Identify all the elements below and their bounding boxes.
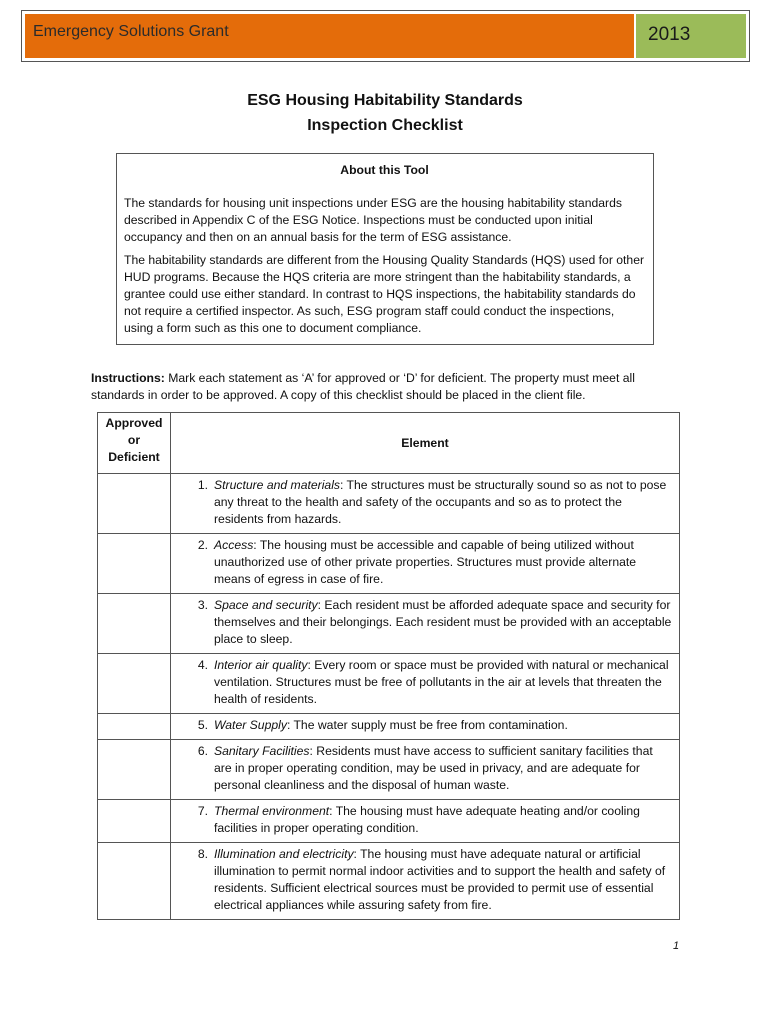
status-cell[interactable] xyxy=(98,740,171,800)
status-cell[interactable] xyxy=(98,534,171,594)
year-label: 2013 xyxy=(648,24,691,45)
element-cell xyxy=(171,740,680,800)
item-description: : Residents must have access to sufficient sanitary facilities that are in proper operating condition, may be used in privacy, and are adequate for personal cleanliness and the disposal of human waste. xyxy=(214,744,653,792)
table-row xyxy=(98,843,680,920)
item-text xyxy=(214,803,673,837)
instructions xyxy=(91,370,681,404)
table-row xyxy=(98,534,680,594)
item-text xyxy=(214,657,673,708)
item-number: 7. xyxy=(197,804,208,818)
header-status-line-1: Approved xyxy=(105,416,163,430)
item-number: 8. xyxy=(197,847,208,861)
header-banner xyxy=(21,10,750,62)
item-description: : The housing must be accessible and capable of being utilized without unauthorized use of other private properties. Structures must provide alternate means of egress in case of fire. xyxy=(214,538,637,586)
element-cell xyxy=(171,714,680,740)
header-element: Element xyxy=(171,413,680,474)
item-text xyxy=(214,477,673,528)
program-banner xyxy=(25,14,634,58)
instructions-label: Instructions: xyxy=(91,371,165,385)
item-title: Space and security xyxy=(214,598,318,612)
document-title: ESG Housing Habitability Standards xyxy=(247,92,523,109)
table-row xyxy=(98,474,680,534)
table-row xyxy=(98,714,680,740)
table-row xyxy=(98,654,680,714)
item-title: Water Supply xyxy=(214,718,287,732)
table-header-row xyxy=(98,413,680,474)
item-text xyxy=(214,597,673,648)
item-text xyxy=(214,537,673,588)
item-title: Interior air quality xyxy=(214,658,308,672)
item-title: Access xyxy=(214,538,254,552)
element-cell xyxy=(171,474,680,534)
status-cell[interactable] xyxy=(98,474,171,534)
item-title: Illumination and electricity xyxy=(214,847,354,861)
header-status xyxy=(98,413,171,474)
element-cell xyxy=(171,843,680,920)
item-title: Thermal environment xyxy=(214,804,330,818)
item-number: 5. xyxy=(197,718,208,732)
item-description: : The water supply must be free from contamination. xyxy=(286,718,568,732)
element-cell xyxy=(171,534,680,594)
item-description: : Every room or space must be provided with natural or mechanical ventilation. Structures must be free of pollutants in the air at levels that threaten the health of residents. xyxy=(214,658,669,706)
year-banner xyxy=(636,14,746,58)
item-number: 1. xyxy=(197,478,208,492)
program-title: Emergency Solutions Grant xyxy=(33,23,229,40)
item-text xyxy=(214,717,673,734)
item-number: 4. xyxy=(197,658,208,672)
header-status-line-2: or xyxy=(127,433,141,447)
item-description: : The housing must have adequate heating and/or cooling facilities in proper operating condition. xyxy=(214,804,640,835)
page-number: 1 xyxy=(673,940,680,952)
item-text xyxy=(214,743,673,794)
status-cell[interactable] xyxy=(98,654,171,714)
header-status-line-3: Deficient xyxy=(108,450,160,464)
about-heading: About this Tool xyxy=(340,163,429,177)
document-subtitle: Inspection Checklist xyxy=(307,117,463,134)
item-description: : The structures must be structurally sound so as not to pose any threat to the health and safety of the occupants and so as to protect the residents from hazards. xyxy=(214,478,667,526)
instructions-text: Mark each statement as ‘A’ for approved or ‘D’ for deficient. The property must meet all standards in order to be approved. A copy of this checklist should be placed in the client file. xyxy=(91,371,635,402)
item-text xyxy=(214,846,673,914)
status-cell[interactable] xyxy=(98,843,171,920)
element-cell xyxy=(171,654,680,714)
status-cell[interactable] xyxy=(98,594,171,654)
table-row xyxy=(98,740,680,800)
item-number: 3. xyxy=(197,598,208,612)
table-row xyxy=(98,594,680,654)
about-box xyxy=(116,153,654,345)
item-description: : Each resident must be afforded adequate space and security for themselves and their belongings. Each resident must be provided with an acceptable place to sleep. xyxy=(214,598,672,646)
item-number: 6. xyxy=(197,744,208,758)
element-cell xyxy=(171,594,680,654)
about-paragraph-2: The habitability standards are different from the Housing Quality Standards (HQS) used for other HUD programs. Because the HQS criteria are more stringent than the habitability standards, a grantee could use either standard. In contrast to HQS inspections, the habitability standards do not require a certified inspector. As such, ESG program staff could conduct the inspections, using a form such as this one to document compliance. xyxy=(124,253,645,335)
item-description: : The housing must have adequate natural or artificial illumination to permit normal indoor activities and to support the health and safety of residents. Sufficient electrical sources must be provided to permit use of essential electrical appliances while assuring safety from fire. xyxy=(214,847,666,912)
status-cell[interactable] xyxy=(98,800,171,843)
status-cell[interactable] xyxy=(98,714,171,740)
item-number: 2. xyxy=(197,538,208,552)
element-cell xyxy=(171,800,680,843)
about-paragraph-1: The standards for housing unit inspections under ESG are the housing habitability standards described in Appendix C of the ESG Notice. Inspections must be conducted upon initial occupancy and then on an annual basis for the term of ESG assistance. xyxy=(124,196,622,244)
table-row xyxy=(98,800,680,843)
checklist-table xyxy=(97,412,680,920)
item-title: Structure and materials xyxy=(214,478,340,492)
item-title: Sanitary Facilities xyxy=(214,744,310,758)
